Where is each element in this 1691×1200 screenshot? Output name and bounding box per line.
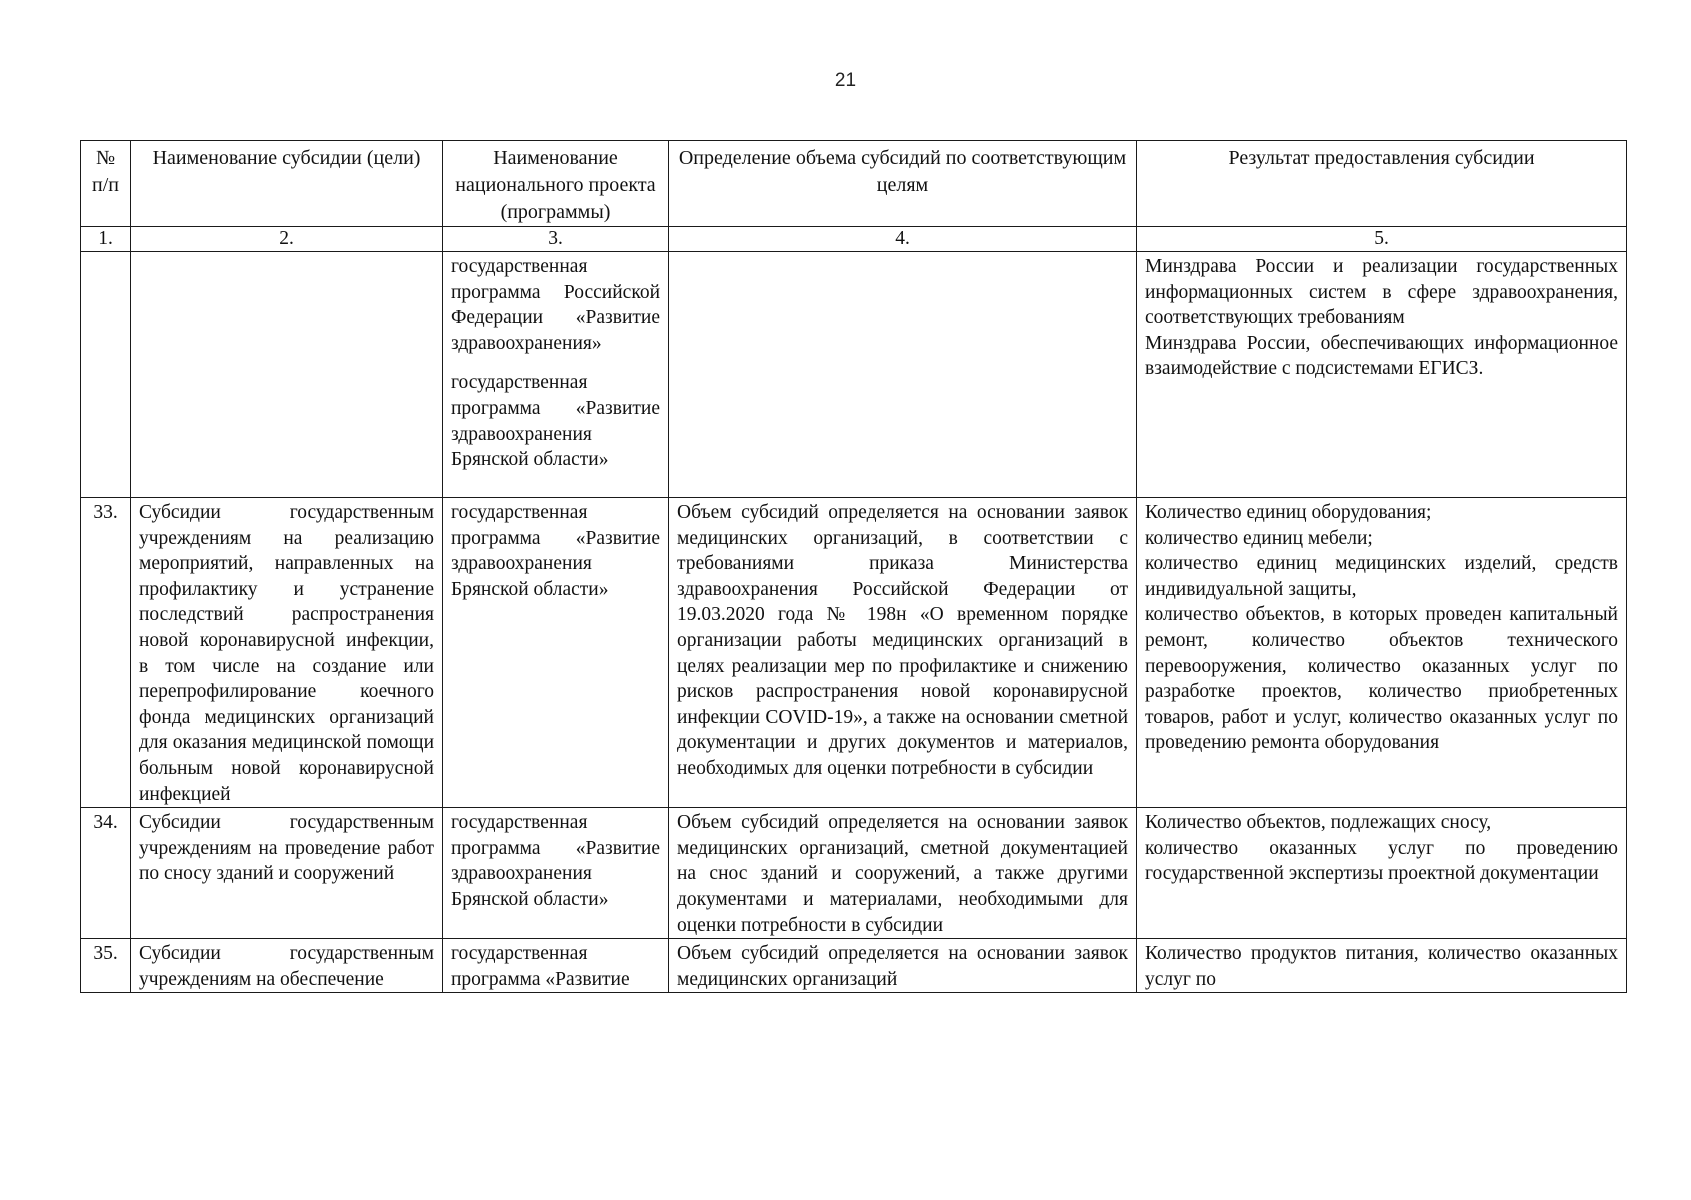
result-line: количество единиц мебели;: [1145, 527, 1373, 549]
program-text: государственная программа Российской Федерации «Развитие здравоохранения»: [451, 256, 660, 354]
subsidy-table: [80, 140, 1627, 993]
table-row-33: [81, 498, 1627, 808]
volume-cell: Объем субсидий определяется на основании заявок медицинских организаций: [669, 939, 1137, 993]
result-line: Количество продуктов питания, количество оказанных услуг по: [1145, 943, 1618, 990]
row-number: [81, 252, 131, 498]
result-text: Минздрава России, обеспечивающих информационное взаимодействие с подсистемами ЕГИСЗ.: [1145, 332, 1618, 380]
header-subsidy-name: Наименование субсидии (цели): [131, 141, 443, 227]
result-cell: [1137, 808, 1627, 939]
subsidy-name-cell: Субсидии государственным учреждениям на обеспечение: [131, 939, 443, 993]
table-row-35: [81, 939, 1627, 993]
result-text: Минздрава России и реализации государственных информационных систем в сфере здравоохранения, соответствующих требованиям: [1145, 256, 1618, 329]
result-cell: [1137, 498, 1627, 808]
program-cell: государственная программа «Развитие здравоохранения Брянской области»: [443, 808, 669, 939]
result-cell: [1137, 252, 1627, 498]
header-number: № п/п: [81, 141, 131, 227]
row-number: 34.: [81, 808, 131, 939]
program-text: государственная программа «Развитие здравоохранения Брянской области»: [451, 372, 660, 471]
column-number: 4.: [669, 227, 1137, 252]
column-number: 2.: [131, 227, 443, 252]
result-cell: [1137, 939, 1627, 993]
header-volume-definition: Определение объема субсидий по соответствующим целям: [669, 141, 1137, 227]
result-line: Количество объектов, подлежащих сносу,: [1145, 812, 1492, 834]
result-line: количество единиц медицинских изделий, средств индивидуальной защиты,: [1145, 553, 1618, 600]
page-number: 21: [834, 70, 857, 91]
result-line: Количество единиц оборудования;: [1145, 502, 1432, 523]
column-number: 5.: [1137, 227, 1627, 252]
table-row-34: [81, 808, 1627, 939]
volume-cell: [669, 252, 1137, 498]
column-numbers-row: [81, 227, 1627, 252]
subsidy-name-cell: Субсидии государственным учреждениям на реализацию мероприятий, направленных на профилактику и устранение последствий распространения новой коронавирусной инфекции, в том числе на создание или перепрофилирование коечного фонда медицинских организаций для оказания медицинской помощи больным новой коронавирусной инфекцией: [131, 498, 443, 808]
header-project-name: Наименование национального проекта (программы): [443, 141, 669, 227]
program-cell: государственная программа «Развитие здравоохранения Брянской области»: [443, 498, 669, 808]
program-cell: [443, 252, 669, 498]
subsidy-name-cell: Субсидии государственным учреждениям на проведение работ по сносу зданий и сооружений: [131, 808, 443, 939]
volume-cell: Объем субсидий определяется на основании заявок медицинских организаций, сметной документацией на снос зданий и сооружений, а также другими документами и материалами, необходимыми для оценки потребности в субсидии: [669, 808, 1137, 939]
column-number: 1.: [81, 227, 131, 252]
subsidy-name-cell: [131, 252, 443, 498]
column-number: 3.: [443, 227, 669, 252]
row-number: 35.: [81, 939, 131, 993]
volume-cell: Объем субсидий определяется на основании заявок медицинских организаций, в соответствии с требованиями приказа Министерства здравоохранения Российской Федерации от 19.03.2020 года № 198н «О временном порядке организации работы медицинских организаций в целях реализации мер по профилактике и снижению рисков распространения новой коронавирусной инфекции COVID-19», а также на основании сметной документации и других документов и материалов, необходимых для оценки потребности в субсидии: [669, 498, 1137, 808]
row-number: 33.: [81, 498, 131, 808]
table-header-row: [81, 141, 1627, 227]
table-row-continuation: [81, 252, 1627, 498]
program-cell: государственная программа «Развитие: [443, 939, 669, 993]
result-line: количество объектов, в которых проведен капитальный ремонт, количество объектов технического перевооружения, количество оказанных услуг по разработке проектов, количество приобретенных товаров, работ и услуг, количество оказанных услуг по проведению ремонта оборудования: [1145, 604, 1618, 754]
result-line: количество оказанных услуг по проведению государственной экспертизы проектной документации: [1145, 837, 1618, 885]
header-result: Результат предоставления субсидии: [1137, 141, 1627, 227]
